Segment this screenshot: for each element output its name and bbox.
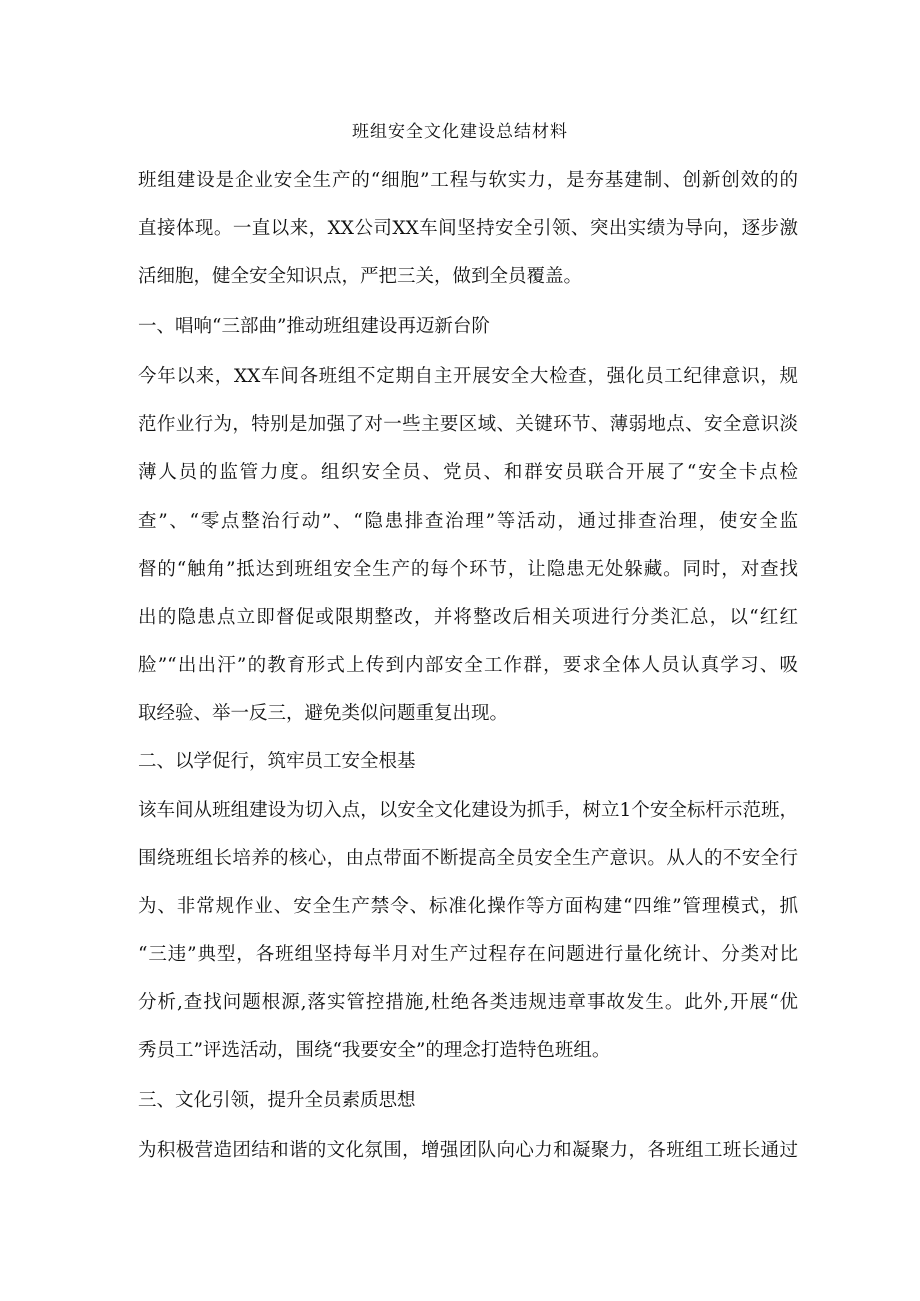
paragraph-line: 今年以来，XX车间各班组不定期自主开展安全大检查，强化员工纪律意识，规: [138, 366, 798, 387]
paragraph-line: 围绕班组长培养的核心，由点带面不断提高全员安全生产意识。从人的不安全行: [138, 848, 798, 869]
paragraph-line: 出的隐患点立即督促或限期整改，并将整改后相关项进行分类汇总，以“红红: [138, 607, 798, 628]
paragraph-line: 秀员工”评选活动，围绕“我要安全”的理念打造特色班组。: [138, 1040, 611, 1061]
section-heading: 一、唱响“三部曲”推动班组建设再迈新台阶: [138, 316, 490, 337]
paragraph-line: 脸”“出出汗”的教育形式上传到内部安全工作群，要求全体人员认真学习、吸: [138, 655, 798, 676]
paragraph-line: 为、非常规作业、安全生产禁令、标准化操作等方面构建“四维”管理模式，抓: [138, 896, 798, 917]
paragraph-line: 取经验、举一反三，避免类似问题重复出现。: [138, 703, 509, 724]
paragraph-line: 直接体现。一直以来，XX公司XX车间坚持安全引领、突出实绩为导向，逐步激: [138, 218, 798, 239]
paragraph-line: 为积极营造团结和谐的文化氛围，增强团队向心力和凝聚力，各班组工班长通过: [138, 1140, 798, 1161]
paragraph-line: 查”、“零点整治行动”、“隐患排查治理”等活动，通过排查治理，使安全监: [138, 511, 798, 532]
paragraph-line: 薄人员的监管力度。组织安全员、党员、和群安员联合开展了“安全卡点检: [138, 462, 798, 483]
paragraph-line: “三违”典型，各班组坚持每半月对生产过程存在问题进行量化统计、分类对比: [138, 944, 798, 965]
paragraph-line: 该车间从班组建设为切入点，以安全文化建设为抓手，树立1个安全标杆示范班，: [138, 800, 798, 821]
paragraph-line: 分析,查找问题根源,落实管控措施,杜绝各类违规违章事故发生。此外,开展“优: [138, 992, 798, 1013]
paragraph-line: 督的“触角”抵达到班组安全生产的每个环节，让隐患无处躲藏。同时，对查找: [138, 559, 798, 580]
document-title: 班组安全文化建设总结材料: [352, 122, 568, 142]
section-heading: 二、以学促行，筑牢员工安全根基: [138, 751, 416, 772]
paragraph-line: 范作业行为，特别是加强了对一些主要区域、关键环节、薄弱地点、安全意识淡: [138, 414, 798, 435]
section-heading: 三、文化引领，提升全员素质思想: [138, 1090, 416, 1111]
paragraph-line: 活细胞，健全安全知识点，严把三关，做到全员覆盖。: [138, 266, 583, 287]
paragraph-line: 班组建设是企业安全生产的“细胞”工程与软实力，是夯基建制、创新创效的的: [138, 170, 798, 191]
